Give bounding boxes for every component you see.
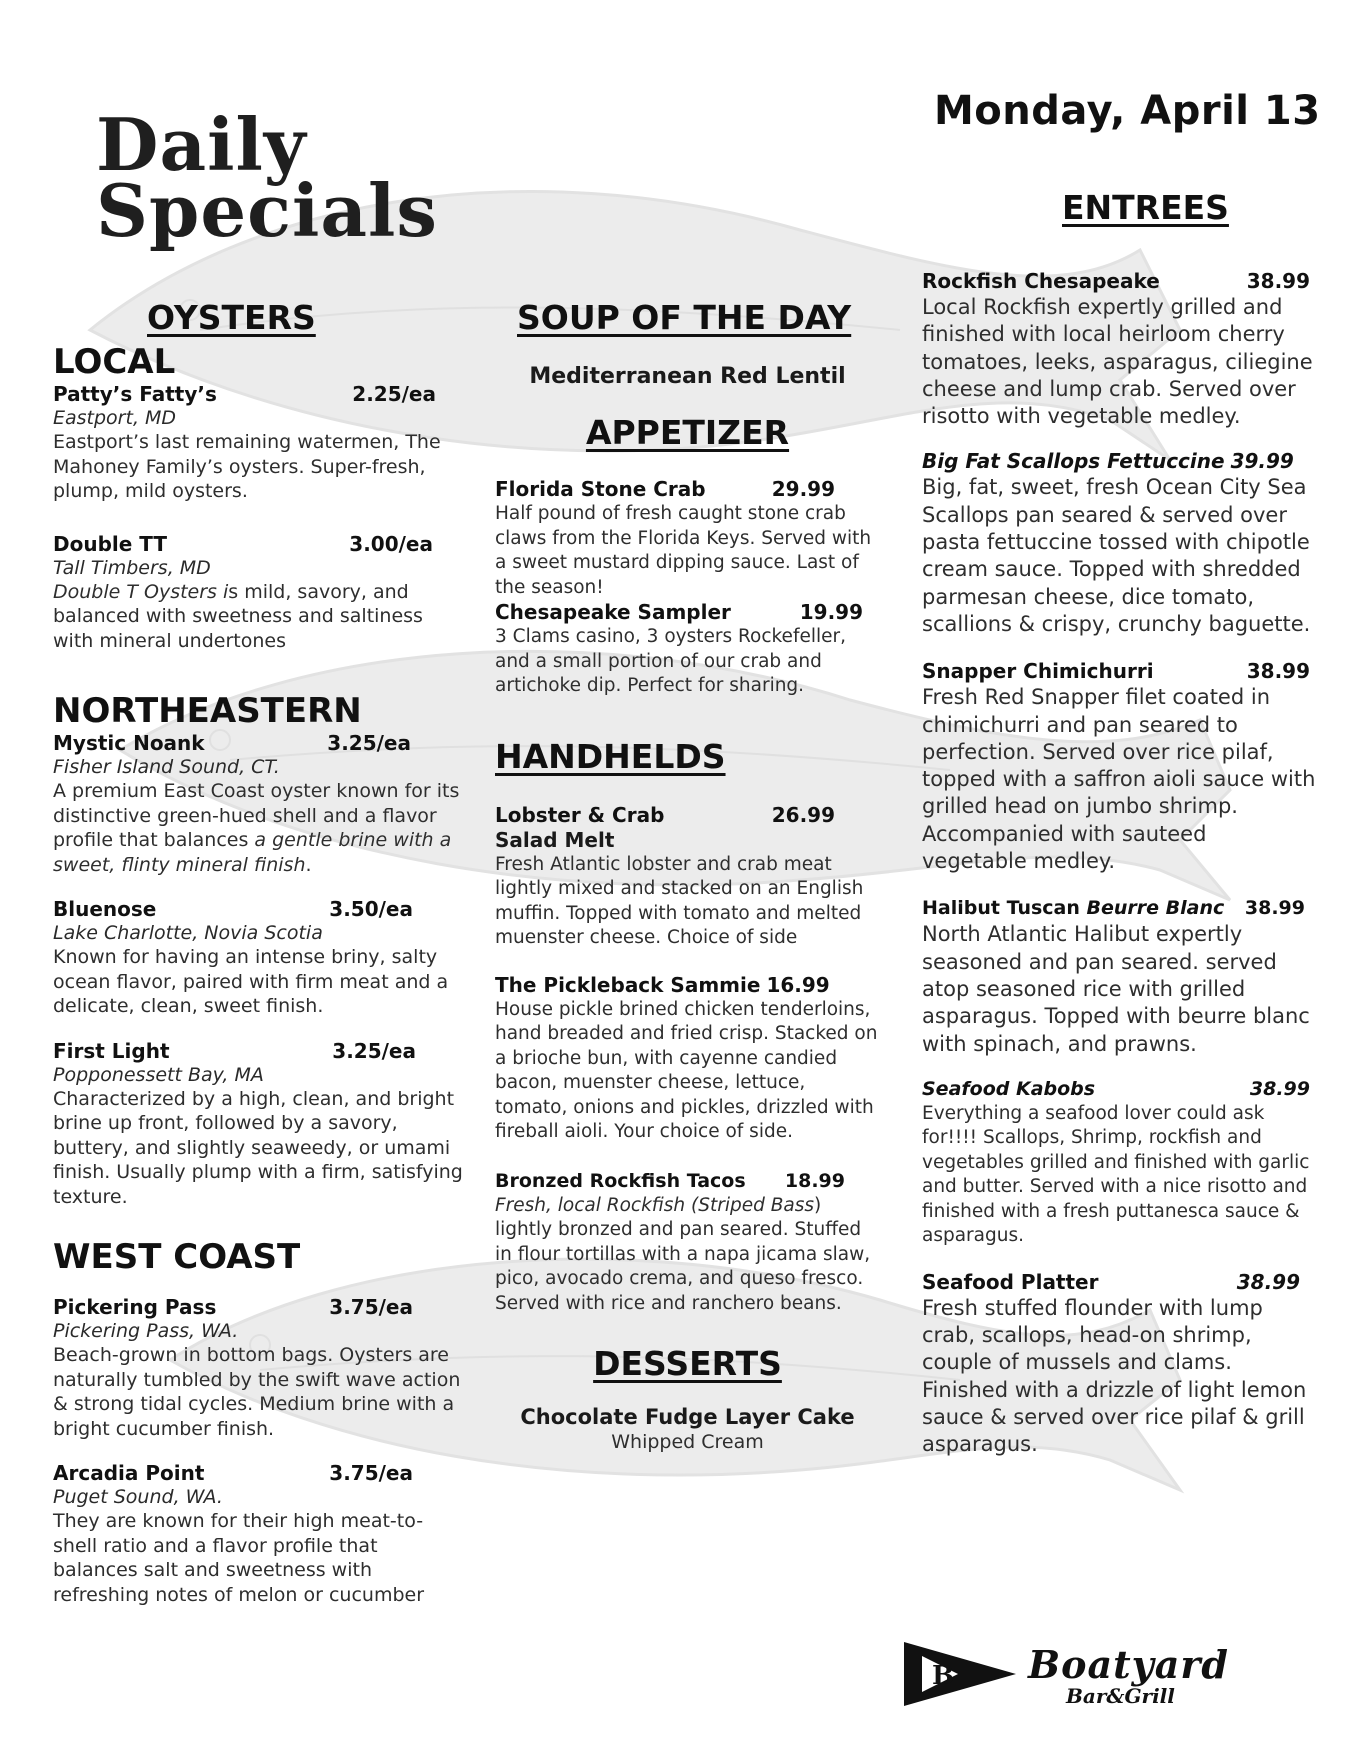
item-description <box>495 1194 880 1317</box>
menu-date: Monday, April 13 <box>934 88 1321 134</box>
item-location: Popponessett Bay, MA <box>53 1063 264 1086</box>
page-title <box>96 102 438 253</box>
entrees-column <box>922 190 1317 1459</box>
northeastern-heading: NORTHEASTERN <box>53 691 362 731</box>
item-description: Fresh Atlantic lobster and crab meat lightly mixed and stacked on an English muffin. Topped with tomato and melted muenster cheese. Choice of side <box>495 853 864 948</box>
item-description: Half pound of fresh caught stone crab claws from the Florida Keys. Served with a sweet mustard dipping sauce. Last of the season! <box>495 503 872 598</box>
item-description: Everything a seafood lover could ask for!!!! Scallops, Shrimp, rockfish and vegetables grilled and finished with garlic and butter. Served with a nice risotto and finished with a fresh puttanesca sauce & asparagus. <box>922 1102 1310 1247</box>
menu-item <box>922 895 1317 1057</box>
item-price: 39.99 <box>1230 449 1294 474</box>
title-line-1: Daily <box>96 102 307 187</box>
item-location: Lake Charlotte, Novia Scotia <box>53 922 323 944</box>
item-description: Fresh Red Snapper filet coated in chimichurri and pan seared to perfection. Served over rice pilaf, topped with a saffron aioli sauce with grilled head on jumbo shrimp. Accompanied with sauteed vegetable medley. <box>922 685 1316 874</box>
item-price: 38.99 <box>1249 1077 1310 1100</box>
pennant-flag-icon <box>904 1642 1016 1706</box>
item-name: Bronzed Rockfish Tacos <box>495 1169 746 1192</box>
menu-item <box>53 1295 463 1441</box>
item-name-italic: Beurre Blanc <box>1086 897 1225 920</box>
entrees-heading: ENTREES <box>1062 188 1229 227</box>
appetizer-heading: APPETIZER <box>585 413 790 452</box>
item-description: Eastport’s last remaining watermen, The Mahoney Family’s oysters. Super-fresh, plump, mild oysters. <box>53 431 441 502</box>
west-coast-heading: WEST COAST <box>53 1237 301 1277</box>
menu-item <box>495 600 880 699</box>
menu-item <box>495 477 880 600</box>
menu-item <box>922 658 1317 875</box>
item-description: House pickle brined chicken tenderloins, hand breaded and fried crisp. Stacked on a brioche bun, with cayenne candied bacon, muenster cheese, lettuce, tomato, onions and pickles, drizzled with fireball aioli. Your choice of side. <box>495 998 878 1142</box>
item-price: 3.75/ea <box>329 1461 413 1485</box>
item-description: Big, fat, sweet, fresh Ocean City Sea Scallops pan seared & served over pasta fettuccine tossed with chipotle cream sauce. Topped with shredded parmesan cheese, dice tomato, scallions & crispy, crunchy baguette. <box>922 475 1311 636</box>
item-price: 16.99 <box>766 972 830 997</box>
item-price: 38.99 <box>1246 659 1310 684</box>
item-description-text: ) lightly bronzed and pan seared. Stuffed in flour tortillas with a napa jicama slaw, pico, avocado crema, and queso fresco. Served with rice and ranchero beans. <box>495 1194 871 1314</box>
middle-column <box>495 300 880 1454</box>
oysters-column <box>53 300 463 1607</box>
menu-item <box>495 803 880 951</box>
item-location: Tall Timbers, MD <box>53 556 211 579</box>
soup-heading: SOUP OF THE DAY <box>517 298 852 337</box>
item-name: Seafood Platter <box>922 1269 1099 1294</box>
menu-item <box>495 1169 880 1317</box>
item-name: First Light <box>53 1038 170 1063</box>
item-description: Local Rockfish expertly grilled and finished with local heirloom cherry tomatoes, leeks, asparagus, ciliegine cheese and lump crab. Served over risotto with vegetable medley. <box>922 295 1313 429</box>
item-description-text: A premium East Coast oyster known for its distinctive green-hued shell and a flavor profile that balances <box>53 780 460 851</box>
oysters-heading: OYSTERS <box>147 298 316 337</box>
item-description-italic: a gentle brine with a sweet, flinty mineral finish <box>53 829 452 876</box>
item-name: Pickering Pass <box>53 1295 217 1319</box>
item-name-text: Halibut Tuscan <box>922 897 1087 920</box>
item-price: 29.99 <box>771 477 835 501</box>
title-line-2: Specials <box>96 168 438 253</box>
item-name: Bluenose <box>53 897 157 921</box>
item-description <box>53 779 463 877</box>
item-description: 3 Clams casino, 3 oysters Rockefeller, and a small portion of our crab and artichoke dip. Perfect for sharing. <box>495 626 846 696</box>
item-price: 26.99 <box>771 802 835 827</box>
logo-subtitle: Bar&Grill <box>1066 1684 1175 1708</box>
item-price: 19.99 <box>799 600 863 624</box>
menu-item <box>53 1039 463 1210</box>
logo-mark: B <box>932 1661 954 1691</box>
item-name: Arcadia Point <box>53 1461 205 1485</box>
menu-item <box>53 382 463 504</box>
item-name: The Pickleback Sammie <box>495 972 761 997</box>
soup-name: Mediterranean Red Lentil <box>529 364 846 389</box>
item-description: They are known for their high meat-to-shell ratio and a flavor profile that balances salt and sweetness with refreshing notes of melon or cucumber <box>53 1510 425 1606</box>
dessert-side: Whipped Cream <box>611 1431 764 1453</box>
item-description: Fresh stuffed flounder with lump crab, scallops, head-on shrimp, couple of mussels and clams. Finished with a drizzle of light lemon sauce & served over rice pilaf & grill asparagus. <box>922 1295 1307 1457</box>
item-price: 2.25/ea <box>352 382 436 406</box>
item-name: Lobster & Crab <box>495 802 665 827</box>
item-location: Fisher Island Sound, CT. <box>53 756 280 778</box>
menu-item <box>922 1076 1317 1249</box>
item-name: Rockfish Chesapeake <box>922 269 1160 293</box>
item-price: 38.99 <box>1236 1269 1300 1294</box>
item-name: Mystic Noank <box>53 731 205 755</box>
item-name: Seafood Kabobs <box>922 1077 1096 1100</box>
menu-item <box>495 973 880 1145</box>
item-name: Patty’s Fatty’s <box>53 382 217 406</box>
menu-item <box>53 532 463 654</box>
item-location: Pickering Pass, WA. <box>53 1320 239 1342</box>
item-price: 3.50/ea <box>329 897 413 921</box>
item-name: Big Fat Scallops Fettuccine <box>922 449 1225 474</box>
item-description-text: s mild, savory, and balanced with sweetness and saltiness with mineral undertones <box>53 580 423 652</box>
item-description: North Atlantic Halibut expertly seasoned and pan seared. served atop seasoned rice with grilled asparagus. Topped with beurre blanc with spinach, and prawns. <box>922 922 1310 1056</box>
item-location: Eastport, MD <box>53 407 177 429</box>
item-name: Double TT <box>53 531 168 556</box>
item-location: Puget Sound, WA. <box>53 1486 223 1508</box>
dessert-name: Chocolate Fudge Layer Cake <box>520 1405 855 1429</box>
menu-item <box>922 1269 1317 1459</box>
item-price: 3.75/ea <box>329 1295 413 1319</box>
local-heading: LOCAL <box>53 342 176 382</box>
handhelds-heading: HANDHELDS <box>495 736 726 776</box>
item-price: 3.25/ea <box>327 731 411 755</box>
item-name: Chesapeake Sampler <box>495 600 731 624</box>
menu-item <box>53 1461 463 1607</box>
item-name: Snapper Chimichurri <box>922 659 1154 684</box>
item-price: 18.99 <box>784 1169 845 1192</box>
menu-item <box>53 731 463 877</box>
menu-item <box>53 897 463 1019</box>
item-name <box>922 895 1224 921</box>
item-description-italic: Double T Oysters i <box>53 580 229 603</box>
menu-item <box>922 268 1317 430</box>
item-price: 38.99 <box>1244 897 1305 920</box>
item-name: Florida Stone Crab <box>495 477 706 501</box>
menu-item <box>922 448 1317 638</box>
desserts-heading: DESSERTS <box>593 1344 782 1383</box>
item-name-line-2: Salad Melt <box>495 827 615 852</box>
logo-brand: Boatyard <box>1028 1642 1229 1687</box>
item-price: 3.25/ea <box>332 1038 416 1063</box>
item-description-italic: Fresh, local Rockfish (Striped Bass <box>495 1194 815 1216</box>
item-description <box>53 580 463 654</box>
item-price: 38.99 <box>1246 269 1310 293</box>
item-description-end: . <box>305 853 312 876</box>
item-price: 3.00/ea <box>349 531 433 556</box>
item-description: Characterized by a high, clean, and bright brine up front, followed by a savory, buttery, and slightly seaweedy, or umami finish. Usually plump with a firm, satisfying texture. <box>53 1087 463 1208</box>
item-description: Known for having an intense briny, salty ocean flavor, paired with firm meat and a delicate, clean, sweet finish. <box>53 946 449 1017</box>
item-description: Beach-grown in bottom bags. Oysters are naturally tumbled by the swift wave action & strong tidal cycles. Medium brine with a bright cucumber finish. <box>53 1344 461 1440</box>
boatyard-logo <box>904 1642 1264 1712</box>
